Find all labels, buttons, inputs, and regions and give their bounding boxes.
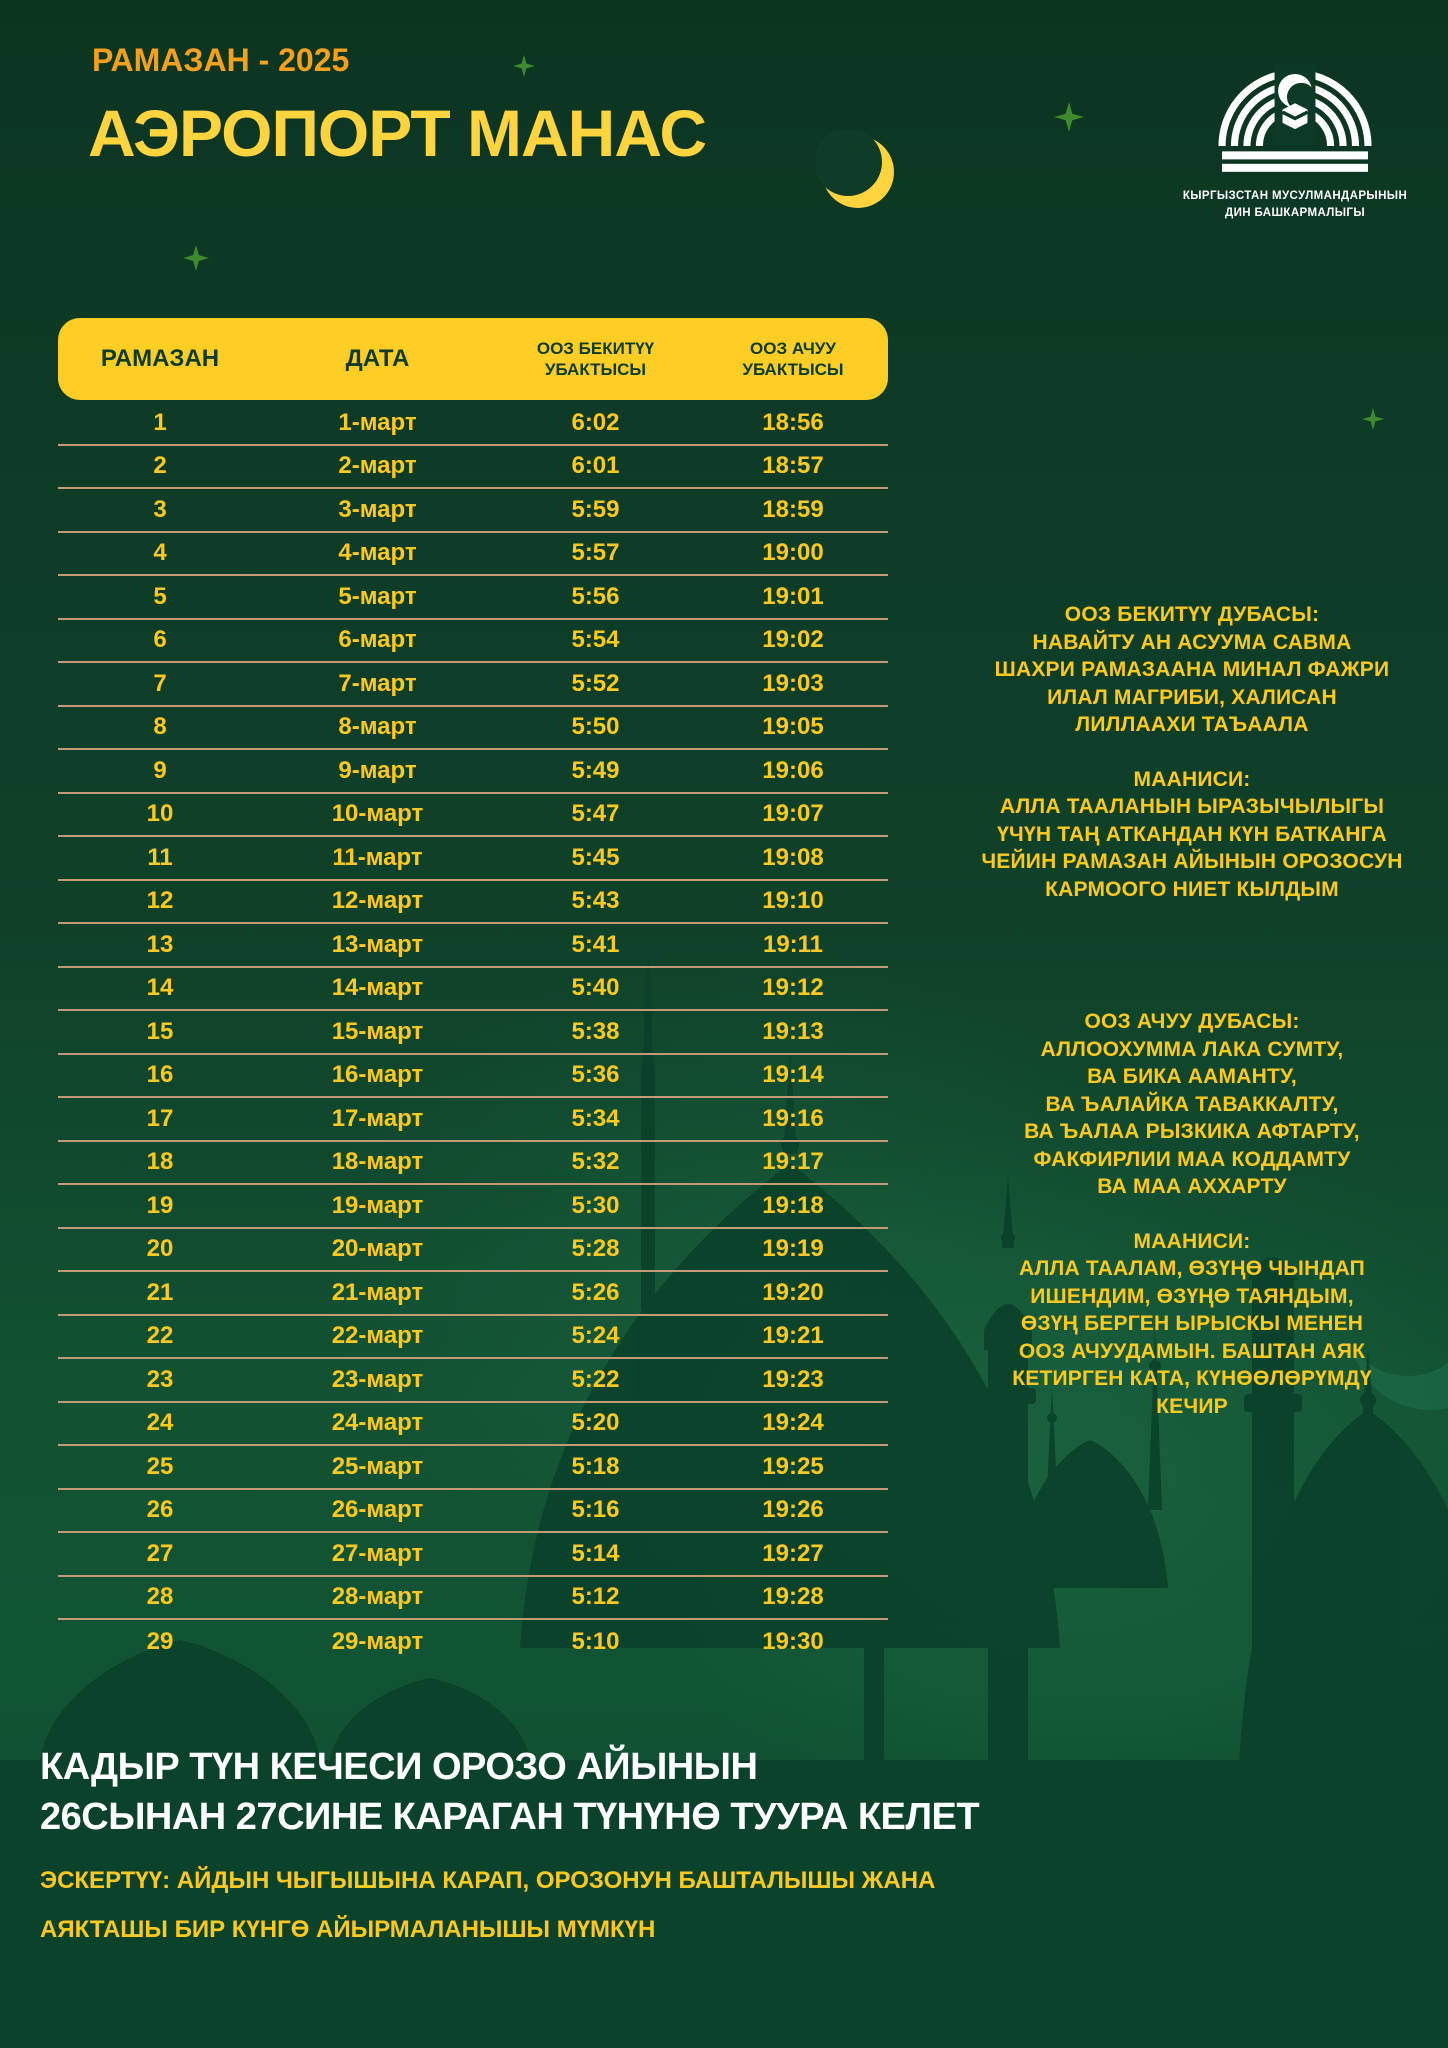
table-cell: 19:00	[762, 539, 824, 567]
table-cell: 19:25	[762, 1452, 824, 1480]
table-cell: 19:21	[762, 1322, 824, 1350]
table-cell: 18:56	[762, 408, 824, 436]
table-row	[58, 1011, 888, 1055]
table-cell: 12	[146, 887, 174, 915]
schedule-table	[58, 402, 888, 1664]
table-row	[58, 1359, 888, 1403]
table-row	[58, 489, 888, 533]
table-cell: 19	[146, 1191, 174, 1219]
table-row	[58, 794, 888, 838]
table-cell: 5:36	[571, 1061, 620, 1089]
table-row	[58, 1490, 888, 1534]
table-row	[58, 924, 888, 968]
table-cell: 19:03	[762, 669, 824, 697]
sparkle-icon	[1362, 408, 1384, 430]
table-row	[58, 402, 888, 446]
table-row	[58, 576, 888, 620]
text-line: ООЗ АЧУУДАМЫН. БАШТАН АЯК	[1018, 1339, 1366, 1363]
table-cell: 28-март	[331, 1583, 424, 1611]
table-cell: 20-март	[331, 1235, 424, 1263]
table-cell: 5:56	[571, 582, 620, 610]
text-line: КЕЧИР	[1156, 1394, 1228, 1418]
table-cell: 5:45	[571, 843, 620, 871]
text-line: ӨЗҮҢ БЕРГЕН ЫРЫСКЫ МЕНЕН	[1020, 1312, 1364, 1335]
table-cell: 5:52	[571, 669, 620, 697]
table-cell: 5:49	[571, 756, 620, 784]
poster-title: АЭРОПОРТ МАНАС	[88, 96, 707, 170]
table-cell: 10-март	[331, 800, 424, 828]
table-cell: 9-март	[338, 756, 417, 784]
text-line: ВА МАА АХХАРТУ	[1097, 1175, 1287, 1198]
text-line: КАРМООГО НИЕТ КЫЛДЫМ	[1045, 877, 1339, 901]
column-header-date: ДАТА	[345, 345, 410, 372]
table-cell: 10	[146, 800, 174, 828]
table-cell: 19:19	[762, 1235, 824, 1263]
table-header	[58, 318, 888, 400]
dua-lines	[952, 629, 1432, 739]
table-cell: 3-март	[338, 495, 417, 523]
table-cell: 18-март	[331, 1148, 424, 1176]
table-cell: 5:59	[571, 495, 620, 523]
table-cell: 19:07	[762, 800, 824, 828]
table-cell: 19:06	[762, 756, 824, 784]
text-line: ИШЕНДИМ, ӨЗҮҢӨ ТАЯНДЫМ,	[1030, 1284, 1354, 1308]
table-cell: 4-март	[338, 539, 417, 567]
table-cell: 15-март	[331, 1017, 424, 1045]
table-row	[58, 750, 888, 794]
table-cell: 25-март	[331, 1452, 424, 1480]
table-cell: 5:34	[571, 1104, 620, 1132]
sparkle-icon	[1054, 102, 1084, 132]
dua-title: ООЗ БЕКИТҮҮ ДУБАСЫ:	[1064, 603, 1320, 626]
table-cell: 19:01	[762, 582, 824, 610]
table-cell: 22	[146, 1322, 174, 1350]
table-cell: 27-март	[331, 1539, 424, 1567]
dua-opening-block	[952, 1008, 1432, 1420]
table-cell: 7	[153, 669, 167, 697]
table-cell: 11-март	[332, 843, 423, 871]
table-cell: 23-март	[331, 1365, 424, 1393]
table-cell: 19:05	[762, 713, 824, 741]
table-cell: 25	[146, 1452, 174, 1480]
table-cell: 24	[146, 1409, 174, 1437]
text-line: ВА ЪАЛАЙКА ТАВАККАЛТУ,	[1045, 1092, 1339, 1116]
table-cell: 5:50	[571, 713, 620, 741]
table-row	[58, 620, 888, 664]
table-cell: 22-март	[331, 1322, 424, 1350]
table-row	[58, 1446, 888, 1490]
table-cell: 23	[146, 1365, 174, 1393]
dua-meaning-lines	[952, 793, 1432, 903]
dua-title: ООЗ АЧУУ ДУБАСЫ:	[1084, 1010, 1300, 1033]
table-row	[58, 837, 888, 881]
table-cell: 15	[146, 1017, 174, 1045]
text-line: ЧЕЙИН РАМАЗАН АЙЫНЫН ОРОЗОСУН	[981, 850, 1403, 873]
table-cell: 19:17	[762, 1148, 824, 1176]
table-cell: 29	[146, 1627, 174, 1655]
table-cell: 18:57	[762, 452, 824, 480]
table-cell: 14	[146, 974, 174, 1002]
dua-lines	[952, 1036, 1432, 1201]
text-line: ВА ЪАЛАА РЫЗКИКА АФТАРТУ,	[1024, 1120, 1360, 1143]
table-cell: 5:14	[571, 1539, 620, 1567]
footer-note-line2: АЯКТАШЫ БИР КҮНГӨ АЙЫРМАЛАНЫШЫ МҮМКҮН	[40, 1916, 656, 1943]
table-cell: 26	[146, 1496, 174, 1524]
table-cell: 19:27	[762, 1539, 824, 1567]
mosque-emblem-icon	[1206, 58, 1384, 186]
table-row	[58, 1316, 888, 1360]
table-cell: 9	[153, 756, 167, 784]
table-cell: 5:18	[571, 1452, 620, 1480]
table-row	[58, 1577, 888, 1621]
table-cell: 12-март	[331, 887, 424, 915]
table-cell: 13-март	[331, 930, 424, 958]
table-cell: 5:16	[571, 1496, 620, 1524]
table-cell: 5:10	[571, 1627, 620, 1655]
table-cell: 18:59	[762, 495, 824, 523]
table-cell: 19:30	[762, 1627, 824, 1655]
text-line: ВА БИКА ААМАНТУ,	[1087, 1065, 1297, 1088]
table-cell: 19:28	[762, 1583, 824, 1611]
table-cell: 5:47	[571, 800, 620, 828]
text-line: ШАХРИ РАМАЗААНА МИНАЛ ФАЖРИ	[994, 658, 1390, 681]
column-header-ramazan: РАМАЗАН	[100, 345, 220, 372]
table-cell: 5:24	[571, 1322, 620, 1350]
table-cell: 28	[146, 1583, 174, 1611]
table-cell: 19:26	[762, 1496, 824, 1524]
table-cell: 5:12	[571, 1583, 620, 1611]
table-cell: 6:01	[571, 452, 620, 480]
table-cell: 19:02	[762, 626, 824, 654]
org-name-line2: ДИН БАШКАРМАЛЫГЫ	[1224, 207, 1366, 219]
text-line: АЛЛА ТААЛАНЫН ЫРАЗЫЧЫЛЫГЫ	[999, 795, 1385, 818]
table-cell: 5:32	[571, 1148, 620, 1176]
table-cell: 5-март	[338, 582, 417, 610]
table-cell: 26-март	[331, 1496, 424, 1524]
table-cell: 5:30	[571, 1191, 620, 1219]
poster-kicker: РАМАЗАН - 2025	[92, 42, 350, 78]
table-cell: 18	[146, 1148, 174, 1176]
table-cell: 21-март	[331, 1278, 424, 1306]
column-header-suhoor: ООЗ БЕКИТҮҮ УБАКТЫСЫ	[536, 339, 655, 379]
table-row	[58, 446, 888, 490]
column-header-iftar: ООЗ АЧУУ УБАКТЫСЫ	[742, 339, 844, 379]
table-cell: 6-март	[338, 626, 417, 654]
footer-kadyr-line2: 26СЫНАН 27СИНЕ КАРАГАН ТҮНҮНӨ ТУУРА КЕЛЕТ	[40, 1796, 980, 1838]
dua-closing-block	[952, 601, 1432, 903]
table-cell: 19:12	[762, 974, 824, 1002]
table-cell: 29-март	[331, 1627, 424, 1655]
table-cell: 5:41	[571, 930, 620, 958]
text-line: АЛЛООХУММА ЛАКА СУМТУ,	[1040, 1037, 1344, 1061]
table-row	[58, 1229, 888, 1273]
table-cell: 2-март	[338, 452, 417, 480]
table-row	[58, 707, 888, 751]
table-cell: 7-март	[338, 669, 417, 697]
table-cell: 5:26	[571, 1278, 620, 1306]
table-cell: 1-март	[338, 408, 417, 436]
footer-note-line1: ЭСКЕРТҮҮ: АЙДЫН ЧЫГЫШЫНА КАРАП, ОРОЗОНУН БАШТАЛЫШЫ ЖАНА	[40, 1867, 936, 1894]
table-cell: 20	[146, 1235, 174, 1263]
table-row	[58, 968, 888, 1012]
table-cell: 5:57	[571, 539, 620, 567]
table-cell: 11	[147, 843, 173, 871]
table-row	[58, 533, 888, 577]
table-cell: 19:16	[762, 1104, 824, 1132]
table-cell: 19:23	[762, 1365, 824, 1393]
table-cell: 16	[146, 1061, 174, 1089]
table-row	[58, 663, 888, 707]
table-cell: 19:24	[762, 1409, 824, 1437]
table-row	[58, 1185, 888, 1229]
table-cell: 5:40	[571, 974, 620, 1002]
dua-meaning-title: МААНИСИ:	[1133, 767, 1251, 791]
crescent-icon	[816, 130, 900, 214]
table-row	[58, 1533, 888, 1577]
table-cell: 17	[146, 1104, 174, 1132]
table-cell: 17-март	[331, 1104, 424, 1132]
text-line: КЕТИРГЕН КАТА, КҮНӨӨЛӨРҮМДҮ	[1012, 1367, 1372, 1390]
table-cell: 5:28	[571, 1235, 620, 1263]
footer	[40, 1742, 1400, 1954]
table-cell: 19:11	[762, 930, 824, 958]
table-row	[58, 1142, 888, 1186]
table-row	[58, 1272, 888, 1316]
table-cell: 13	[146, 930, 174, 958]
table-cell: 21	[146, 1278, 174, 1306]
table-cell: 6	[153, 626, 167, 654]
table-cell: 5:22	[571, 1365, 620, 1393]
text-line: ИЛАЛ МАГРИБИ, ХАЛИСАН	[1047, 685, 1337, 709]
org-logo	[1179, 58, 1411, 220]
table-cell: 8-март	[338, 713, 417, 741]
table-row	[58, 1055, 888, 1099]
table-cell: 24-март	[331, 1409, 424, 1437]
table-cell: 19:08	[762, 843, 824, 871]
text-line: АЛЛА ТААЛАМ, ӨЗҮҢӨ ЧЫНДАП	[1019, 1257, 1365, 1280]
table-cell: 4	[153, 539, 167, 567]
text-line: ҮЧҮН ТАҢ АТКАНДАН КҮН БАТКАНГА	[997, 822, 1387, 846]
table-cell: 19:20	[762, 1278, 824, 1306]
table-cell: 19:10	[762, 887, 824, 915]
table-cell: 5:20	[571, 1409, 620, 1437]
footer-kadyr-line1: КАДЫР ТҮН КЕЧЕСИ ОРОЗО АЙЫНЫН	[40, 1746, 758, 1788]
table-cell: 2	[153, 452, 167, 480]
table-cell: 6:02	[571, 408, 620, 436]
table-cell: 27	[146, 1539, 174, 1567]
table-cell: 5:54	[571, 626, 620, 654]
dua-meaning-lines	[952, 1255, 1432, 1420]
table-row	[58, 1620, 888, 1664]
table-cell: 5:38	[571, 1017, 620, 1045]
table-cell: 19:14	[762, 1061, 824, 1089]
org-name-line1: КЫРГЫЗСТАН МУСУЛМАНДАРЫНЫН	[1182, 190, 1408, 202]
table-cell: 19-март	[331, 1191, 424, 1219]
text-line: ФАКФИРЛИИ МАА КОДДАМТУ	[1033, 1147, 1351, 1171]
sparkle-icon	[183, 245, 209, 271]
table-cell: 1	[153, 408, 167, 436]
table-cell: 19:18	[762, 1191, 824, 1219]
sparkle-icon	[513, 55, 535, 77]
table-row	[58, 1403, 888, 1447]
table-cell: 14-март	[331, 974, 424, 1002]
text-line: ЛИЛЛААХИ ТАЪААЛА	[1075, 713, 1309, 736]
table-row	[58, 881, 888, 925]
text-line: НАВАЙТУ АН АСУУМА САВМА	[1032, 630, 1352, 654]
table-row	[58, 1098, 888, 1142]
table-cell: 3	[153, 495, 167, 523]
table-cell: 5	[153, 582, 167, 610]
dua-meaning-title: МААНИСИ:	[1133, 1229, 1251, 1253]
table-cell: 8	[153, 713, 167, 741]
table-cell: 5:43	[571, 887, 620, 915]
table-cell: 19:13	[762, 1017, 824, 1045]
table-cell: 16-март	[331, 1061, 424, 1089]
